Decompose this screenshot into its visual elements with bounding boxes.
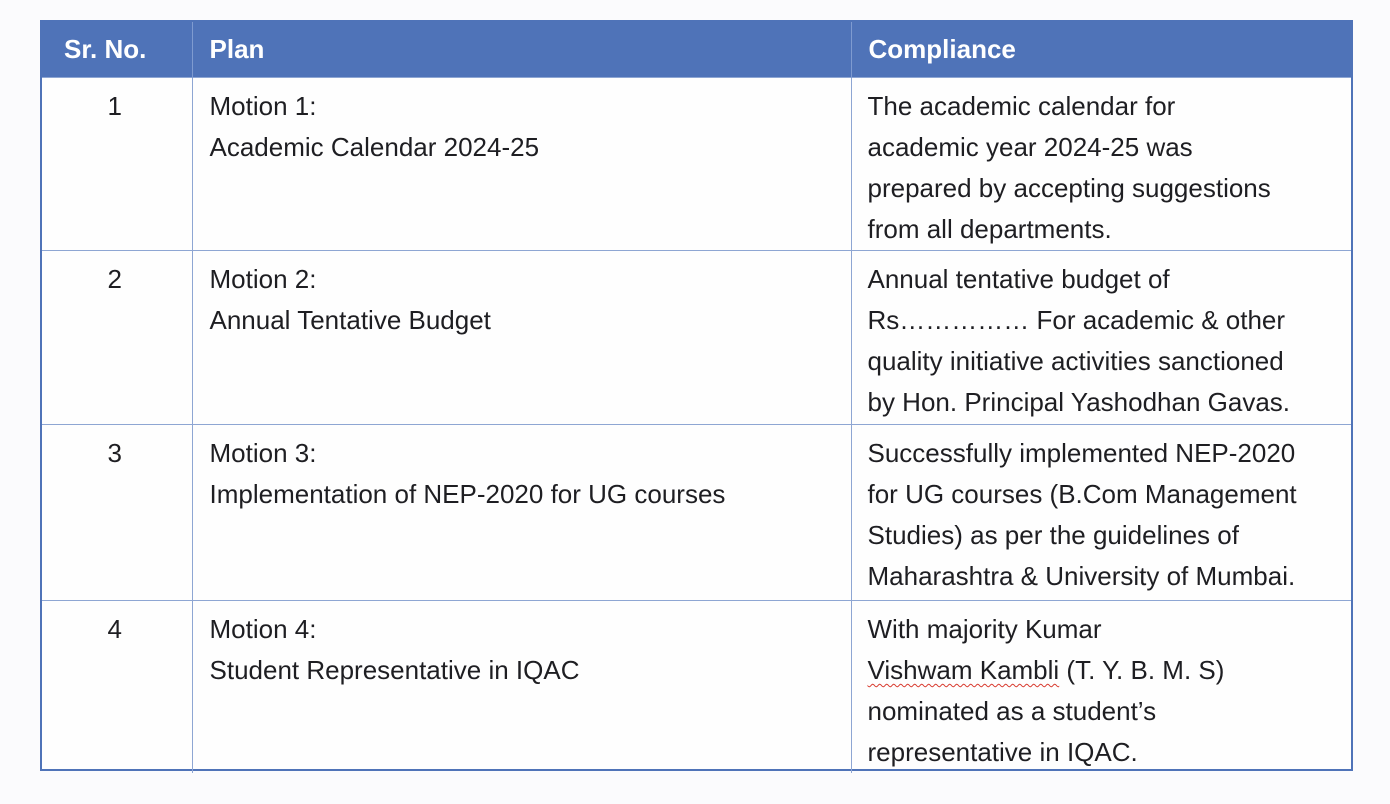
sr-no-cell: 3 xyxy=(42,425,192,601)
compliance-cell xyxy=(851,78,1351,251)
motion-title: Motion 3: xyxy=(209,438,317,468)
motion-description: Implementation of NEP-2020 for UG courses xyxy=(209,479,726,509)
compliance-line: quality initiative activities sanctioned xyxy=(867,346,1284,376)
plan-cell xyxy=(192,78,851,251)
sr-no-cell: 4 xyxy=(42,601,192,774)
motion-title: Motion 2: xyxy=(209,264,317,294)
compliance-line: for UG courses (B.Com Management xyxy=(867,479,1297,509)
compliance-line: prepared by accepting suggestions xyxy=(867,173,1271,203)
motion-description: Student Representative in IQAC xyxy=(209,655,580,685)
compliance-line xyxy=(868,650,1344,691)
compliance-line: representative in IQAC. xyxy=(867,737,1138,767)
table-row xyxy=(42,78,1351,251)
motions-compliance-table xyxy=(42,22,1351,773)
table-header xyxy=(42,22,1351,78)
compliance-line: With majority Kumar xyxy=(867,614,1102,644)
student-name: Vishwam Kambli xyxy=(867,655,1060,685)
compliance-line: Successfully implemented NEP-2020 xyxy=(867,438,1296,468)
plan-cell xyxy=(192,601,851,774)
compliance-line: The academic calendar for xyxy=(867,91,1176,121)
motion-description: Annual Tentative Budget xyxy=(209,305,491,335)
plan-cell xyxy=(192,425,851,601)
student-class: (T. Y. B. M. S) xyxy=(1059,655,1225,685)
compliance-line: by Hon. Principal Yashodhan Gavas. xyxy=(867,387,1291,417)
sr-no-cell: 2 xyxy=(42,251,192,425)
table-body xyxy=(42,78,1351,774)
compliance-cell xyxy=(851,601,1351,774)
table-row xyxy=(42,601,1351,774)
motion-title: Motion 1: xyxy=(209,91,317,121)
compliance-line: Studies) as per the guidelines of xyxy=(867,520,1239,550)
header-sr-no: Sr. No. xyxy=(42,22,192,78)
compliance-line: Maharashtra & University of Mumbai. xyxy=(867,561,1296,591)
compliance-cell xyxy=(851,425,1351,601)
table-row xyxy=(42,425,1351,601)
compliance-cell xyxy=(851,251,1351,425)
sr-no-cell: 1 xyxy=(42,78,192,251)
compliance-line: Rs…………… For academic & other xyxy=(867,305,1286,335)
table-row xyxy=(42,251,1351,425)
motion-description: Academic Calendar 2024-25 xyxy=(209,132,540,162)
header-row xyxy=(42,22,1351,78)
compliance-line: from all departments. xyxy=(867,214,1112,244)
header-plan: Plan xyxy=(192,22,851,78)
header-compliance: Compliance xyxy=(851,22,1351,78)
compliance-line: Annual tentative budget of xyxy=(867,264,1170,294)
motion-title: Motion 4: xyxy=(209,614,317,644)
plan-cell xyxy=(192,251,851,425)
compliance-line: academic year 2024-25 was xyxy=(867,132,1193,162)
compliance-line: nominated as a student’s xyxy=(867,696,1157,726)
motions-table-container xyxy=(40,20,1353,771)
